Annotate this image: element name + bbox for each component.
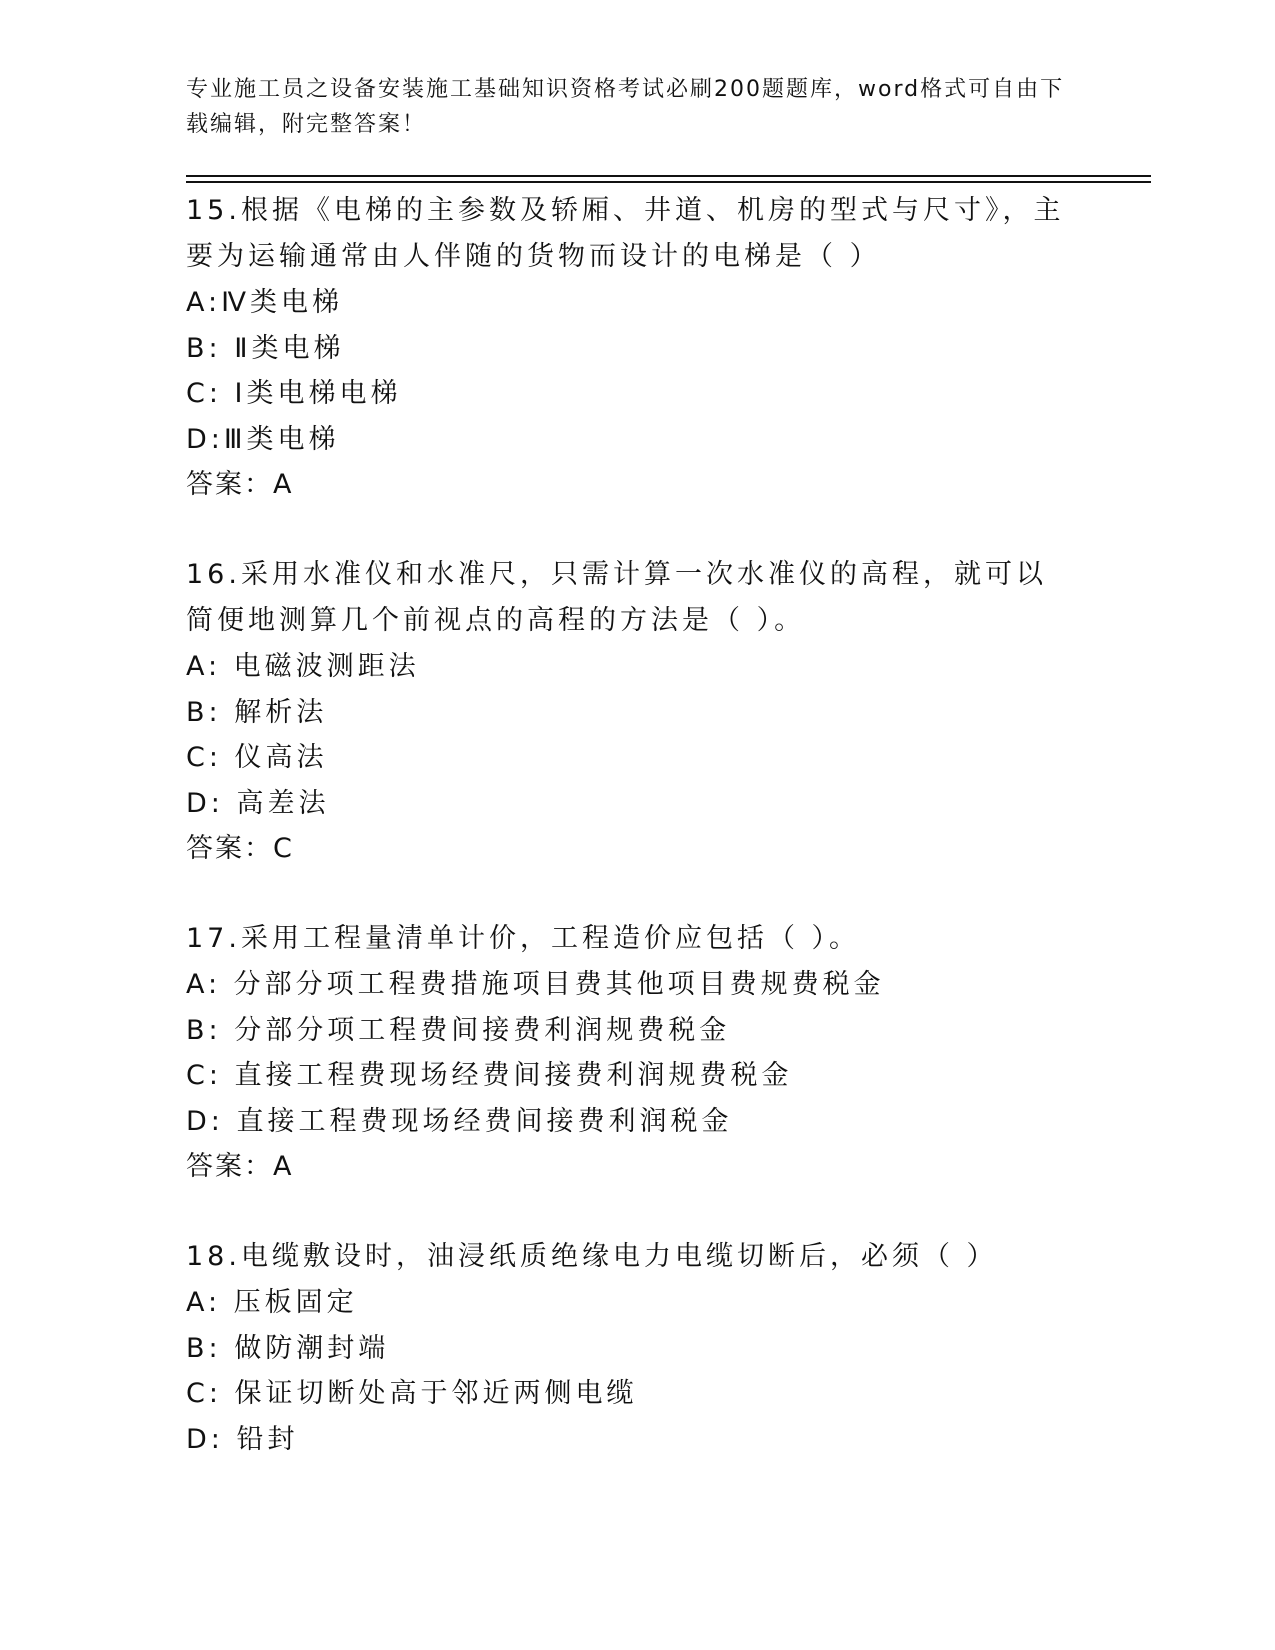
option-c [186,735,1086,781]
option-key: B: [186,696,222,728]
option-b [186,690,1086,736]
option-key: A: [186,1287,222,1318]
option-d [186,781,1086,827]
option-text: 分部分项工程费措施项目费其他项目费规费税金 [221,969,885,1000]
option-key: B: [186,1014,222,1046]
option-c [186,371,1086,417]
header-divider-bottom [186,181,1151,183]
option-b [186,326,1086,372]
option-key: D: [186,423,224,455]
option-d [186,1417,1086,1463]
question-16 [186,552,1086,872]
option-key: A: [186,287,222,318]
option-key: B: [186,332,222,364]
header-divider-top [186,175,1151,177]
document-intro: 专业施工员之设备安装施工基础知识资格考试必刷200题题库，word格式可自由下载编辑，附完整答案！ [186,77,1065,137]
question-stem: 15.根据《电梯的主参数及轿厢、井道、机房的型式与尺寸》，主要为运输通常由人伴随的货物而设计的电梯是（ ） [186,195,1065,272]
option-b [186,1008,1086,1054]
answer-line: 答案：A [186,1151,294,1182]
answer-line: 答案：A [186,469,294,500]
option-key: D: [186,787,224,819]
option-text: 电磁波测距法 [221,651,420,682]
option-text: 直接工程费现场经费间接费利润税金 [223,1105,733,1137]
option-key: A: [186,651,222,682]
option-text: 仪高法 [221,742,328,773]
question-stem: 16.采用水准仪和水准尺，只需计算一次水准仪的高程，就可以简便地测算几个前视点的高程的方法是（ ）。 [186,559,1047,636]
option-text: 解析法 [221,696,328,728]
option-key: D: [186,1423,224,1455]
question-18 [186,1234,1086,1462]
option-key: C: [186,1060,222,1091]
option-d [186,1099,1086,1145]
option-text: Ⅲ类电梯 [223,423,340,455]
option-c [186,1053,1086,1099]
option-text: 做防潮封端 [221,1332,390,1364]
option-text: 铅封 [223,1423,299,1455]
option-text: 保证切断处高于邻近两侧电缆 [221,1378,638,1409]
option-a [186,280,1086,326]
question-17 [186,916,1086,1190]
option-key: D: [186,1105,224,1137]
option-key: C: [186,742,222,773]
option-key: C: [186,378,222,409]
option-d [186,417,1086,463]
question-stem: 18.电缆敷设时，油浸纸质绝缘电力电缆切断后，必须（ ） [186,1241,998,1272]
option-a [186,644,1086,690]
option-c [186,1371,1086,1417]
option-key: A: [186,969,222,1000]
question-list [186,188,1086,1506]
option-text: Ⅰ类电梯电梯 [221,378,402,409]
option-text: Ⅱ类电梯 [221,332,345,364]
answer-line: 答案：C [186,833,294,864]
option-text: 分部分项工程费间接费利润规费税金 [221,1014,731,1046]
question-15 [186,188,1086,508]
question-stem: 17.采用工程量清单计价，工程造价应包括（ ）。 [186,923,861,954]
option-b [186,1326,1086,1372]
option-a [186,962,1086,1008]
option-a [186,1280,1086,1326]
option-text: 压板固定 [221,1287,358,1318]
option-text: 高差法 [223,787,330,819]
option-key: C: [186,1378,222,1409]
option-key: B: [186,1332,222,1364]
option-text: 直接工程费现场经费间接费利润规费税金 [221,1060,793,1091]
option-text: Ⅳ类电梯 [221,287,344,318]
